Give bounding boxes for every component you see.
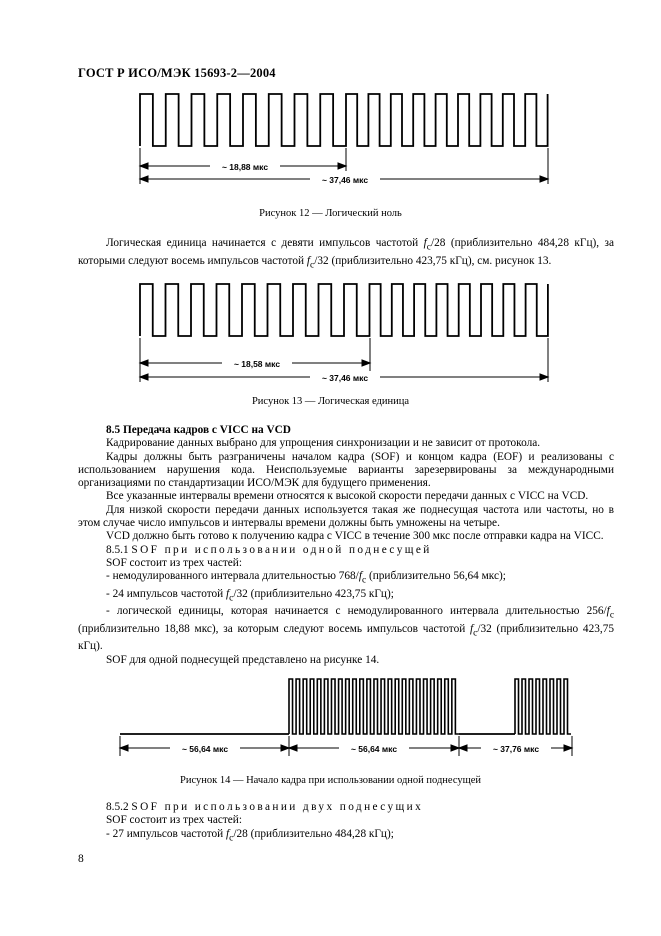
sof-item-3: - логической единицы, которая начинается с немодулированного интервала длительностью $256/f_c$ (приблизительно 18,88 мкс), за которым следуют восемь импульсов частотой $f_c/32$ (приблизительно 423,75 кГц). bbox=[78, 605, 614, 653]
figure-12-caption: Рисунок 12 — Логический ноль bbox=[259, 208, 402, 219]
fig14-label-unmodulated: ~ 56,64 мкс bbox=[181, 744, 229, 754]
page-number: 8 bbox=[78, 853, 84, 865]
fig14-logic-one-pulses bbox=[515, 679, 571, 734]
figure-13-diagram bbox=[0, 276, 661, 391]
fig12-long-duration-label: ~ 37,46 мкс bbox=[321, 175, 369, 185]
sof-item-1: - немодулированного интервала длительностью $768/f_c$ (приблизительно 56,64 мкс); bbox=[106, 570, 506, 586]
fig12-short-duration-label: ~ 18,88 мкс bbox=[221, 162, 269, 172]
logic-one-paragraph: Логическая единица начинается с девяти импульсов частотой $f_c/28$ (приблизительно 484,28 кГц), за которыми следуют восемь импульсов частотой $f_c/32$ (приблизительно 423,75 кГц), см. рисунок 13. bbox=[78, 237, 614, 270]
figure-14-diagram bbox=[0, 672, 661, 772]
figure-13-caption: Рисунок 13 — Логическая единица bbox=[251, 396, 410, 407]
fig14-burst-24-pulses bbox=[289, 679, 459, 734]
sof-item-2: - 24 импульсов частотой $f_c/32$ (приблизительно 423,75 кГц); bbox=[106, 587, 394, 604]
subsection-8-5-1-intro: SOF состоит из трех частей: bbox=[106, 556, 242, 569]
fig13-short-duration-label: ~ 18,58 мкс bbox=[233, 359, 281, 369]
sof2-item-1: - 27 импульсов частотой $f_c/28$ (приблизительно 484,28 кГц); bbox=[106, 827, 394, 843]
figure-12-diagram bbox=[0, 86, 661, 201]
section-8-5-p3: Все указанные интервалы времени относятся к высокой скорости передачи данных с VICC на VCD. bbox=[106, 490, 589, 503]
figure-14-reference: SOF для одной поднесущей представлено на рисунке 14. bbox=[106, 653, 380, 666]
section-8-5-p1: Кадрирование данных выбрано для упрощения синхронизации и не зависит от протокола. bbox=[106, 437, 541, 450]
subsection-8-5-2-heading: 8.5.2 SOF при использовании двух поднесущих bbox=[106, 801, 424, 813]
document-header: ГОСТ Р ИСО/МЭК 15693-2—2004 bbox=[78, 66, 276, 80]
fig14-waveform bbox=[120, 679, 571, 734]
fig13-long-duration-label: ~ 37,46 мкс bbox=[321, 373, 369, 383]
fig14-label-burst: ~ 56,64 мкс bbox=[350, 744, 398, 754]
section-8-5-title: 8.5 Передача кадров с VICC на VCD bbox=[106, 424, 291, 436]
section-8-5-p5: VCD должно быть готово к получению кадра с VICC в течение 300 мкс после отправки кадра на VICC. bbox=[106, 530, 604, 543]
subsection-8-5-1-heading: 8.5.1 SOF при использовании одной поднесущей bbox=[106, 543, 432, 556]
fig12-square-wave bbox=[140, 94, 548, 146]
figure-14-caption: Рисунок 14 — Начало кадра при использовании одной поднесущей bbox=[180, 775, 481, 786]
section-8-5 bbox=[78, 424, 614, 667]
section-8-5-p2: Кадры должны быть разграничены началом кадра (SOF) и концом кадра (EOF) и реализованы с использованием нарушения кода. Неиспользуемые варианты зарезервированы за международными организациями по стандартизации ИСО/МЭК для будущего применения. bbox=[78, 450, 614, 490]
fig13-square-wave bbox=[140, 284, 548, 336]
subsection-8-5-2 bbox=[78, 801, 614, 845]
subsection-8-5-2-intro: SOF состоит из трех частей: bbox=[106, 814, 242, 827]
fig13-waveform bbox=[140, 284, 548, 336]
section-8-5-p4: Для низкой скорости передачи данных используется такая же поднесущая частота или частоты, но в этом случае число импульсов и интервалы времени должны быть умножены на четыре. bbox=[78, 503, 614, 530]
fig14-label-logic-one: ~ 37,76 мкс bbox=[492, 744, 540, 754]
fig12-waveform bbox=[140, 94, 548, 146]
